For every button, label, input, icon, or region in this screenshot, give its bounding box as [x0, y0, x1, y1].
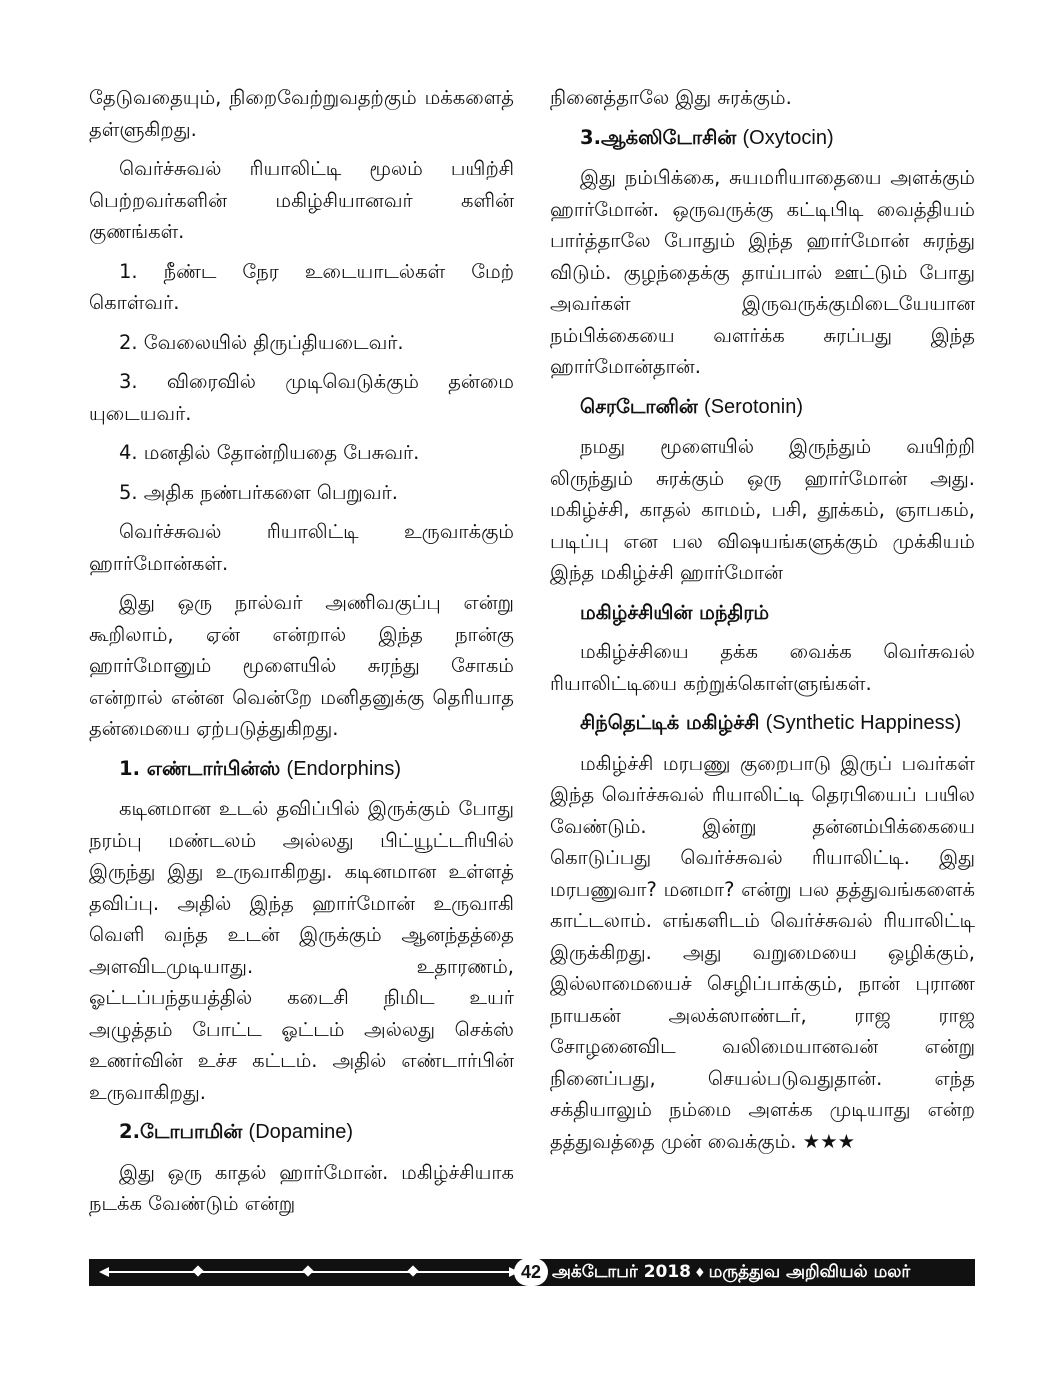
- paragraph: கடினமான உடல் தவிப்பில் இருக்கும் போது நரம்பு மண்டலம் அல்லது பிட்யூட்டரியில் இருந்து இது உருவாகிறது. கடினமான உள்ளத் தவிப்பு. அதில் இந்த ஹார்மோன் உருவாகி வெளி வந்த உடன் இருக்கும் ஆனந்தத்தை அளவிடமுடியாது. உதாரணம், ஓட்டப்பந்தயத்தில் கடைசி நிமிட உயர் அழுத்தம் போட்ட ஓட்டம் அல்லது செக்ஸ் உணர்வின் உச்ச கட்டம். அதில் எண்டார்பின் உருவாகிறது.: [89, 797, 514, 1104]
- heading-tamil: செரடோனின்: [580, 394, 698, 418]
- list-item: 1. நீண்ட நேர உடையாடல்கள் மேற் கொள்வர்.: [89, 259, 514, 314]
- paragraph: இது நம்பிக்கை, சுயமரியாதையை அளக்கும் ஹார்மோன். ஒருவருக்கு கட்டிபிடி வைத்தியம் பார்த்தாலே போதும் இந்த ஹார்மோன் சுரந்து விடும். குழந்தைக்கு தாய்பால் ஊட்டும் போது அவர்கள் இருவருக்குமிடையேயான நம்பிக்கையை வளர்க்க சுரப்பது இந்த ஹார்மோன்தான்.: [550, 166, 975, 378]
- list-item: 5. அதிக நண்பர்களை பெறுவர்.: [119, 480, 398, 504]
- heading-english: (Serotonin): [704, 395, 803, 418]
- arrow-left-icon: [99, 1267, 109, 1277]
- heading-tamil: 2.டோபாமின்: [119, 1120, 243, 1143]
- diamond-icon: [192, 1265, 203, 1276]
- section-heading-dopamine: [89, 1116, 514, 1149]
- section-heading-endorphins: [89, 753, 514, 786]
- list-item: 3. விரைவில் முடிவெடுக்கும் தன்மை யுடையவர்.: [89, 370, 514, 425]
- diamond-icon: [302, 1265, 313, 1276]
- heading-tamil: மகிழ்ச்சியின் மந்திரம்: [580, 600, 770, 624]
- heading-english: (Endorphins): [286, 757, 402, 780]
- paragraph: வெர்ச்சுவல் ரியாலிட்டி மூலம் பயிற்சி பெற்றவர்களின் மகிழ்சியானவர் களின் குணங்கள்.: [89, 157, 514, 243]
- section-heading-synthetic-happiness: [550, 707, 975, 740]
- paragraph: வெர்ச்சுவல் ரியாலிட்டி உருவாக்கும் ஹார்மோன்கள்.: [89, 520, 514, 575]
- heading-english: (Dopamine): [248, 1121, 354, 1143]
- separator-icon: ♦: [694, 1266, 706, 1281]
- right-column: [550, 82, 975, 1165]
- diamond-icon: [407, 1265, 418, 1276]
- paragraph: இது ஒரு நால்வர் அணிவகுப்பு என்று கூறிலாம், ஏன் என்றால் இந்த நான்கு ஹார்மோனும் மூளையில் சுரந்து சோகம் என்றால் என்ன வென்றே மனிதனுக்கு தெரியாத தன்மையை ஏற்படுத்துகிறது.: [89, 591, 514, 740]
- paragraph: மகிழ்ச்சி மரபணு குறைபாடு இருப் பவர்கள் இந்த வெர்ச்சுவல் ரியாலிட்டி தெரபியைப் பயில வேண்டும். இன்று தன்னம்பிக்கையை கொடுப்பது வெர்ச்சுவல் ரியாலிட்டி. இது மரபணுவா? மனமா? என்று பல தத்துவங்களைக் காட்டலாம். எங்களிடம் வெர்ச்சுவல் ரியாலிட்டி இருக்கிறது. அது வறுமையை ஒழிக்கும், இல்லாமையைச் செழிப்பாக்கும், நான் புராண நாயகன் அலக்ஸாண்டர், ராஜ ராஜ சோழனைவிட வலிமையானவன் என்று நினைப்பது, செயல்படுவதுதான். எந்த சக்தியாலும் நம்மை அளக்க முடியாது என்ற தத்துவத்தை முன் வைக்கும். ★★★: [550, 751, 975, 1153]
- magazine-name: மருத்துவ அறிவியல் மலர்: [708, 1262, 911, 1282]
- heading-number: 1.: [119, 756, 147, 780]
- heading-tamil: எண்டார்பின்ஸ்: [146, 756, 281, 780]
- left-column: [89, 82, 514, 1228]
- list-item: 2. வேலையில் திருப்தியடைவர்.: [119, 330, 404, 354]
- issue-date: அக்டோபர் 2018: [552, 1262, 692, 1282]
- ornament-divider: [99, 1259, 519, 1286]
- paragraph: நினைத்தாலே இது சுரக்கும்.: [550, 86, 792, 109]
- paragraph: மகிழ்ச்சியை தக்க வைக்க வெர்சுவல் ரியாலிட்டியை கற்றுக்கொள்ளுங்கள்.: [550, 640, 975, 695]
- section-heading-oxytocin: [550, 122, 975, 155]
- section-heading-serotonin: [550, 391, 975, 424]
- list-item: 4. மனதில் தோன்றியதை பேசுவர்.: [119, 441, 420, 464]
- paragraph: இது ஒரு காதல் ஹார்மோன். மகிழ்ச்சியாக நடக்க வேண்டும் என்று: [89, 1160, 514, 1215]
- heading-english: (Oxytocin): [742, 126, 834, 149]
- heading-english: (Synthetic Happiness): [765, 712, 962, 734]
- page-number: 42: [514, 1258, 548, 1286]
- section-heading-happiness-mantra: [550, 597, 975, 629]
- heading-tamil: 3.ஆக்ஸிடோசின்: [580, 125, 737, 149]
- paragraph: தேடுவதையும், நிறைவேற்றுவதற்கும் மக்களைத் தள்ளுகிறது.: [89, 86, 514, 141]
- footer-title: [552, 1259, 910, 1286]
- heading-tamil: சிந்தெட்டிக் மகிழ்ச்சி: [580, 711, 760, 734]
- paragraph: நமது மூளையில் இருந்தும் வயிற்றி லிருந்தும் சுரக்கும் ஒரு ஹார்மோன் அது. மகிழ்ச்சி, காதல் காமம், பசி, தூக்கம், ஞாபகம், படிப்பு என பல விஷயங்களுக்கும் முக்கியம் இந்த மகிழ்ச்சி ஹார்மோன்: [550, 435, 975, 584]
